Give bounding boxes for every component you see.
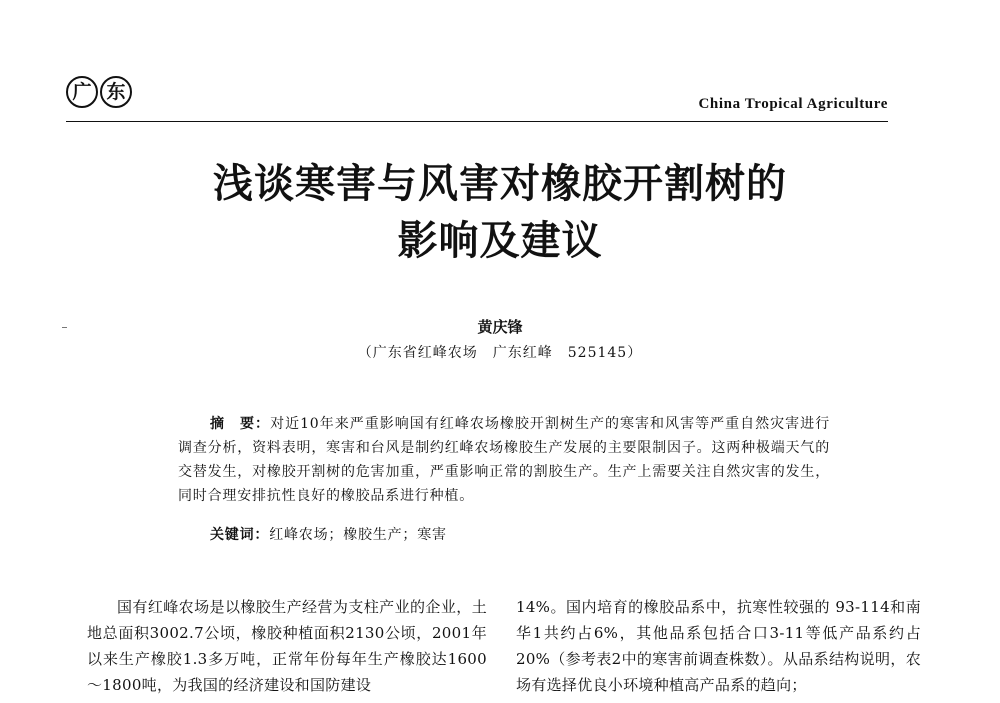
author-affiliation: （广东省红峰农场 广东红峰 525145） xyxy=(357,345,643,361)
keywords xyxy=(210,523,830,547)
region-badge-char: 东 xyxy=(100,76,132,108)
article-title-line: 影响及建议 xyxy=(397,218,603,264)
body-column-right: 14%。国内培育的橡胶品系中，抗寒性较强的 93-114和南华1共约占6%，其他品系包括合口3-11等低产品系约占20%（参考表2中的寒害前调查株数）。从品系结构说明，农场有选择优良小环境种植高产品系的趋向； xyxy=(516,598,921,694)
scan-artifact xyxy=(62,327,67,328)
region-badge-char: 广 xyxy=(66,76,98,108)
header-divider xyxy=(66,121,888,122)
abstract-label: 摘 要： xyxy=(210,416,271,432)
author-name: 黄庆锋 xyxy=(477,318,523,336)
article-title xyxy=(0,156,1000,270)
region-badge xyxy=(66,76,132,108)
body-column-left: 国有红峰农场是以橡胶生产经营为支柱产业的企业，土地总面积3002.7公顷，橡胶种植面积2130公顷，2001年以来生产橡胶1.3多万吨，正常年份每年生产橡胶达1600～1800吨，为我国的经济建设和国防建设 xyxy=(87,598,487,694)
journal-name: China Tropical Agriculture xyxy=(698,96,888,112)
abstract-text: 对近10年来严重影响国有红峰农场橡胶开割树生产的寒害和风害等严重自然灾害进行调查分析，资料表明，寒害和台风是制约红峰农场橡胶生产发展的主要限制因子。这两种极端天气的交替发生，对橡胶开割树的危害加重，严重影响正常的割胶生产。生产上需要关注自然灾害的发生，同时合理安排抗性良好的橡胶品系进行种植。 xyxy=(178,416,830,504)
keywords-text: 红峰农场；橡胶生产；寒害 xyxy=(269,527,447,543)
keywords-label: 关键词： xyxy=(210,527,270,543)
abstract xyxy=(178,412,830,508)
article-title-line: 浅谈寒害与风害对橡胶开割树的 xyxy=(213,161,787,207)
